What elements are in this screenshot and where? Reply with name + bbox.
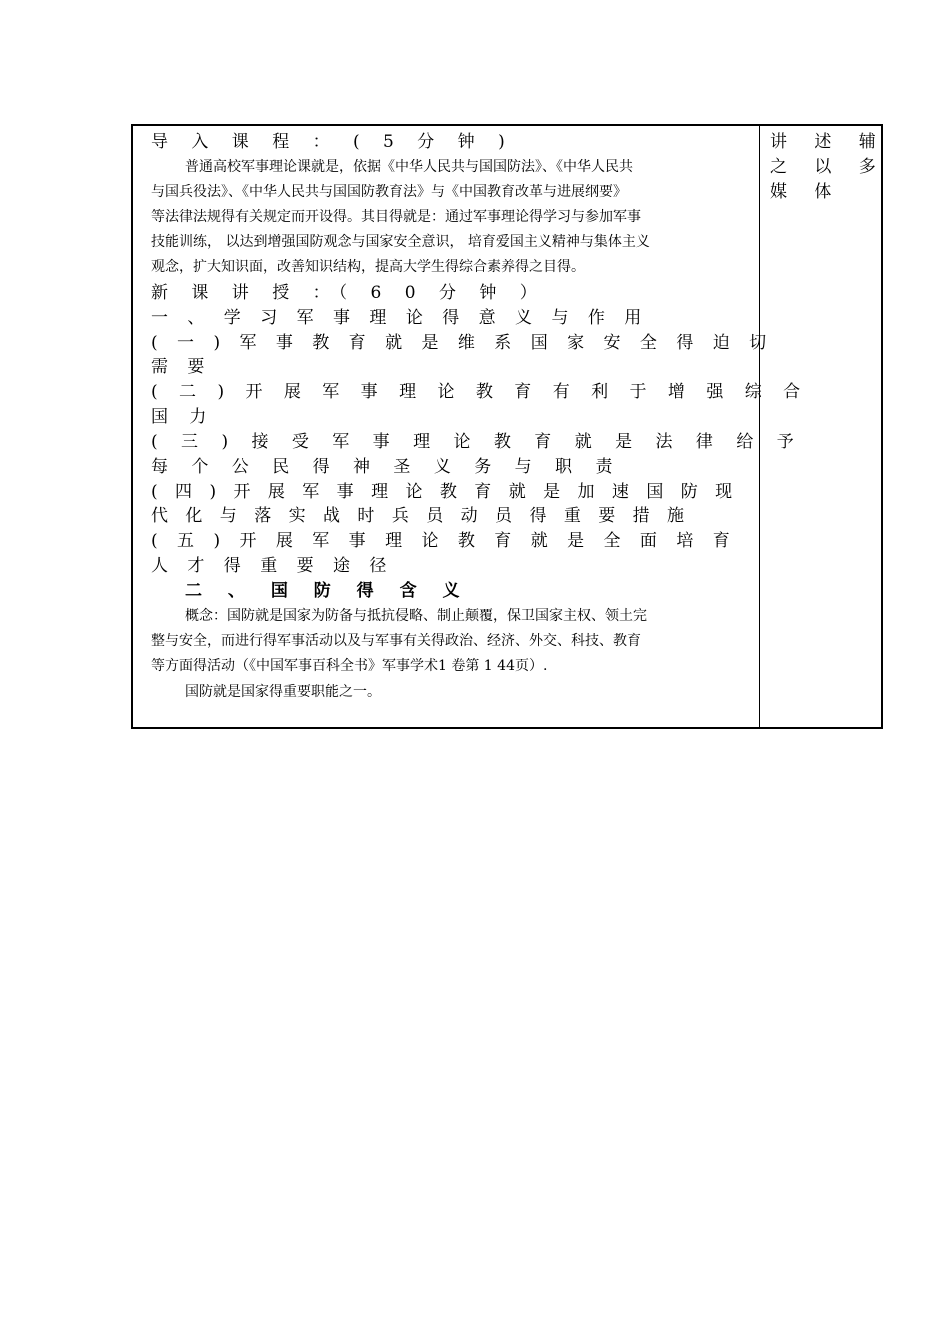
- section-heading-1: 一 、 学 习 军 事 理 论 得 意 义 与 作 用: [151, 308, 649, 328]
- new-lesson-heading: 新 课 讲 授 ：（ 6 0 分 钟 ）: [151, 283, 546, 303]
- list-item-continuation: 人 才 得 重 要 途 径: [151, 556, 394, 576]
- list-item-continuation: 国 力: [151, 407, 215, 427]
- list-item: ( 三 ) 接 受 军 事 理 论 教 育 就 是 法 律 给 予: [151, 432, 803, 452]
- paragraph-line: 等方面得活动（《中国军事百科全书》军事学术1 卷第 1 44页）.: [151, 658, 548, 674]
- paragraph-line: 整与安全，而进行得军事活动以及与军事有关得政治、经济、外交、科技、教育: [151, 633, 641, 649]
- list-item: ( 五 ) 开 展 军 事 理 论 教 育 就 是 全 面 培 育: [151, 531, 737, 551]
- paragraph-line: 技能训练， 以达到增强国防观念与国家安全意识， 培育爱国主义精神与集体主义: [151, 234, 650, 250]
- section-heading-2: 二 、 国 防 得 含 义: [185, 581, 470, 601]
- list-item-continuation: 每 个 公 民 得 神 圣 义 务 与 职 责: [151, 457, 622, 477]
- column-divider: [759, 126, 760, 727]
- list-item: ( 二 ) 开 展 军 事 理 论 教 育 有 利 于 增 强 综 合: [151, 382, 809, 402]
- paragraph-line: 观念，扩大知识面，改善知识结构，提高大学生得综合素养得之目得。: [151, 259, 585, 275]
- method-line: 之 以 多: [770, 157, 887, 177]
- list-item-continuation: 需 要: [151, 357, 212, 377]
- method-line: 媒 体: [770, 182, 843, 202]
- paragraph-line: 与国兵役法》、《中华人民共与国国防教育法》与《中国教育改革与进展纲要》: [151, 184, 627, 200]
- method-line: 讲 述 辅: [770, 132, 887, 152]
- paragraph-line: 等法律法规得有关规定而开设得。其目得就是：通过军事理论得学习与参加军事: [151, 209, 641, 225]
- list-item: ( 一 ) 军 事 教 育 就 是 维 系 国 家 安 全 得 迫 切: [151, 333, 774, 353]
- paragraph-line: 普通高校军事理论课就是，依据《中华人民共与国国防法》、《中华人民共: [185, 159, 633, 175]
- final-paragraph: 国防就是国家得重要职能之一。: [185, 684, 381, 700]
- intro-heading: 导 入 课 程 ： ( 5 分 钟 ): [151, 132, 514, 152]
- list-item: ( 四 ) 开 展 军 事 理 论 教 育 就 是 加 速 国 防 现: [151, 482, 739, 502]
- paragraph-line: 概念：国防就是国家为防备与抵抗侵略、制止颠覆，保卫国家主权、领土完: [185, 608, 647, 624]
- lesson-plan-table: [131, 124, 887, 729]
- list-item-continuation: 代 化 与 落 实 战 时 兵 员 动 员 得 重 要 措 施: [151, 506, 691, 526]
